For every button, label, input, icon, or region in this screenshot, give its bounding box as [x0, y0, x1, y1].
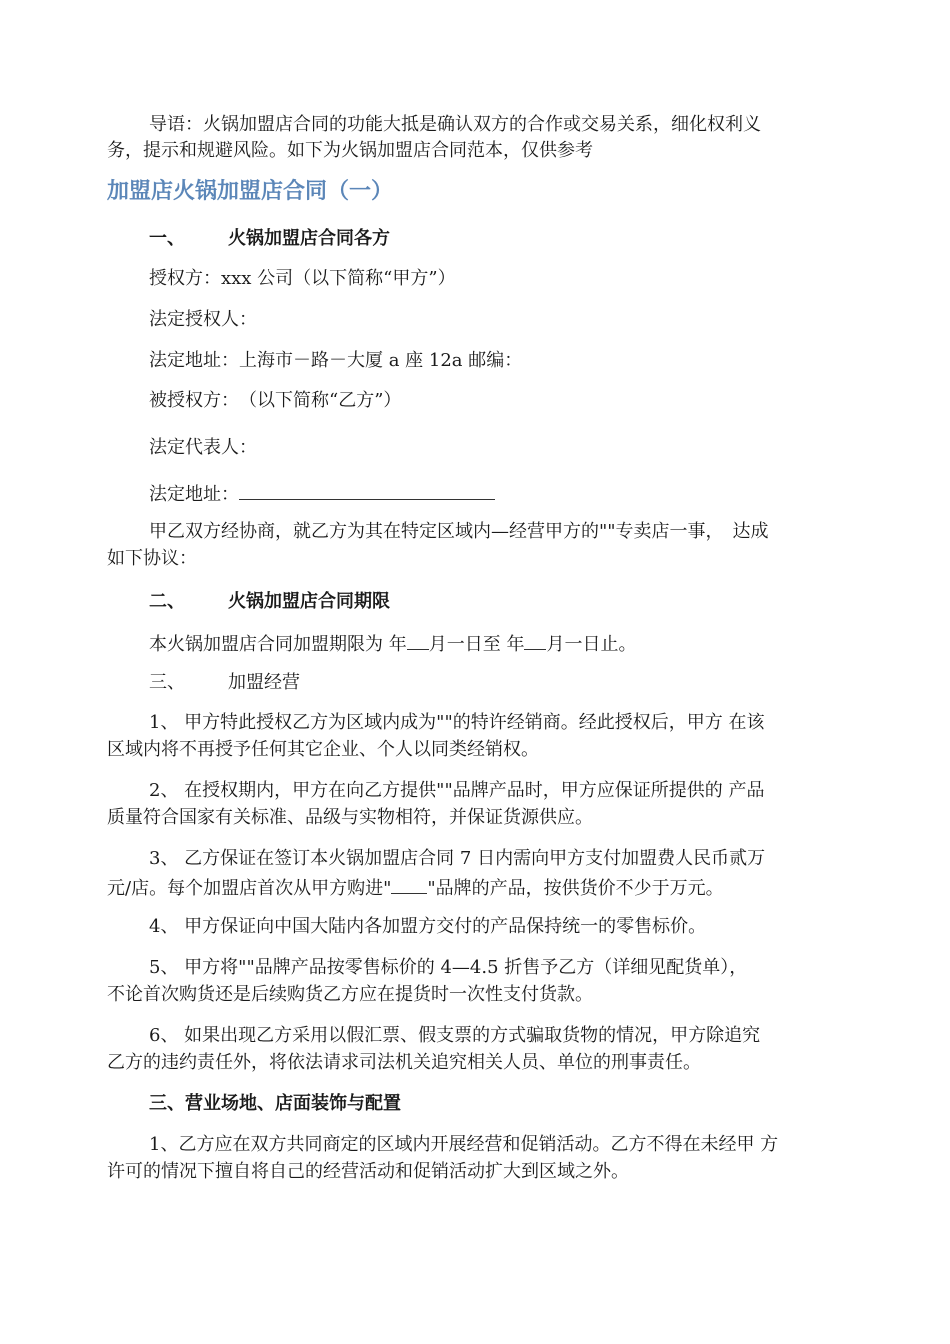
legal-address-line: 法定地址：上海市－路－大厦 a 座 12a 邮编： — [149, 350, 523, 371]
intro-line-2: 务，提示和规避风险。如下为火锅加盟店合同范本，仅供参考 — [107, 140, 593, 161]
item-3-blank — [391, 875, 427, 894]
legal-address-2-label: 法定地址： — [149, 484, 239, 505]
address-blank-underline — [239, 481, 495, 500]
term-blank-1 — [407, 631, 429, 650]
term-part-c: 月一日止。 — [546, 634, 637, 655]
licensor-line: 授权方：xxx 公司（以下简称“甲方”） — [149, 268, 456, 289]
item-1-line-1: 1、 甲方特此授权乙方为区域内成为""的特许经销商。经此授权后，甲方 在该 — [149, 712, 765, 733]
document-title: 加盟店火锅加盟店合同（一） — [107, 179, 394, 204]
legal-address-2-line — [149, 481, 495, 506]
term-blank-2 — [524, 631, 546, 650]
section-3-heading: 加盟经营 — [228, 672, 300, 693]
agreement-line-2: 如下协议： — [107, 548, 197, 569]
section-4-heading: 三、营业场地、店面装饰与配置 — [149, 1093, 401, 1114]
item-2-line-2: 质量符合国家有关标准、品级与实物相符，并保证货源供应。 — [107, 807, 593, 828]
item-3-line-1: 3、 乙方保证在签订本火锅加盟店合同 7 日内需向甲方支付加盟费人民币贰万 — [149, 848, 766, 869]
item-6-line-2: 乙方的违约责任外，将依法请求司法机关追究相关人员、单位的刑事责任。 — [107, 1052, 701, 1073]
venue-item-1-line-2: 许可的情况下擅自将自己的经营活动和促销活动扩大到区域之外。 — [107, 1161, 629, 1182]
item-1-line-2: 区域内将不再授予任何其它企业、个人以同类经销权。 — [107, 739, 539, 760]
section-2-number: 二、 — [149, 591, 185, 612]
legal-representative-line: 法定代表人： — [149, 437, 257, 458]
intro-line-1: 导语：火锅加盟店合同的功能大抵是确认双方的合作或交易关系，细化权利义 — [149, 114, 761, 135]
legal-authorizer-line: 法定授权人： — [149, 309, 257, 330]
licensee-line: 被授权方： （以下简称“乙方”） — [149, 390, 402, 411]
term-part-b: 月一日至 年 — [428, 634, 525, 655]
item-6-line-1: 6、 如果出现乙方采用以假汇票、假支票的方式骗取货物的情况，甲方除追究 — [149, 1025, 761, 1046]
section-1-number: 一、 — [149, 228, 185, 249]
section-3-number: 三、 — [149, 672, 185, 693]
item-3-line-2-part-b: "品牌的产品，按供货价不少于万元。 — [427, 878, 724, 899]
term-line — [149, 631, 636, 656]
agreement-line-1: 甲乙双方经协商，就乙方为其在特定区域内—经营甲方的""专卖店一事， 达成 — [149, 521, 769, 542]
item-5-line-1: 5、 甲方将""品牌产品按零售标价的 4—4.5 折售予乙方（详细见配货单）， — [149, 957, 748, 978]
item-3-line-2-part-a: 元/店。每个加盟店首次从甲方购进" — [107, 878, 392, 899]
item-5-line-2: 不论首次购货还是后续购货乙方应在提货时一次性支付货款。 — [107, 984, 593, 1005]
item-4-line: 4、 甲方保证向中国大陆内各加盟方交付的产品保持统一的零售标价。 — [149, 916, 707, 937]
item-3-line-2 — [107, 875, 724, 900]
section-1-heading: 火锅加盟店合同各方 — [228, 228, 390, 249]
section-2-heading: 火锅加盟店合同期限 — [228, 591, 390, 612]
item-2-line-1: 2、 在授权期内，甲方在向乙方提供""品牌产品时，甲方应保证所提供的 产品 — [149, 780, 765, 801]
term-part-a: 本火锅加盟店合同加盟期限为 年 — [149, 634, 407, 655]
venue-item-1-line-1: 1、乙方应在双方共同商定的区域内开展经营和促销活动。乙方不得在未经甲 方 — [149, 1134, 779, 1155]
